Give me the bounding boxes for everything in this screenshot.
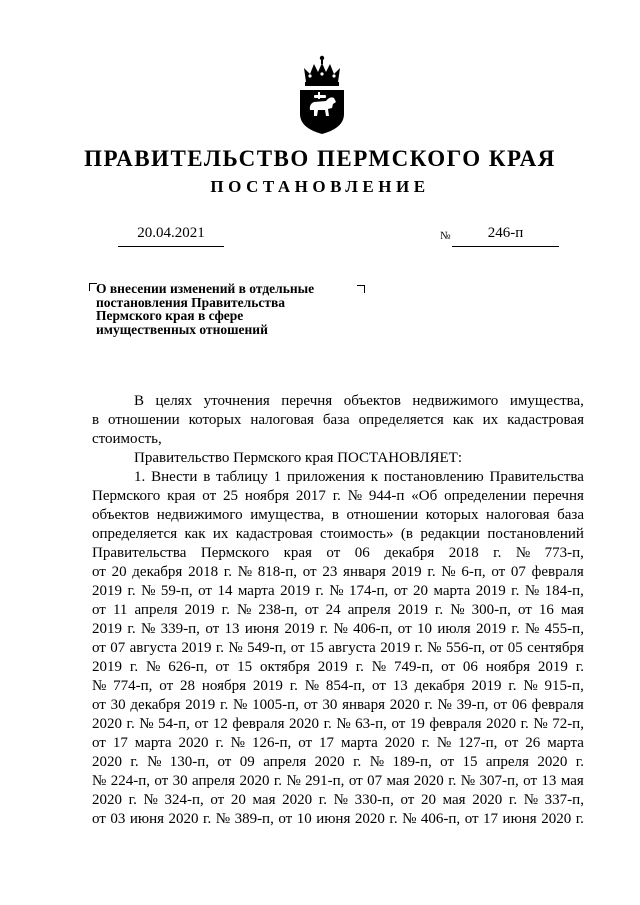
body-line: 2019 г. № 626-п, от 15 октября 2019 г. № 749-п, от 06 ноября 2019 г.	[92, 659, 584, 675]
body-line: 2020 г. № 54-п, от 12 февраля 2020 г. № 63-п, от 19 февраля 2020 г. № 72-п,	[92, 716, 584, 732]
government-title: ПРАВИТЕЛЬСТВО ПЕРМСКОГО КРАЯ	[84, 146, 556, 171]
document-subject	[96, 282, 356, 336]
body-line: № 774-п, от 28 ноября 2019 г. № 854-п, от 13 декабря 2019 г. № 915-п,	[92, 678, 584, 694]
document-number: 246-п	[452, 224, 559, 247]
body-line: Пермского края от 25 ноября 2017 г. № 944-п «Об определении перечня	[92, 488, 584, 504]
body-line: 2020 г. № 130-п, от 09 апреля 2020 г. № 189-п, от 15 апреля 2020 г.	[92, 754, 584, 770]
body-line: объектов недвижимого имущества, в отношении которых налоговая база	[92, 507, 584, 523]
body-line: 1. Внести в таблицу 1 приложения к постановлению Правительства	[134, 469, 584, 485]
subject-line: О внесении изменений в отдельные	[96, 281, 315, 296]
subject-line: имущественных отношений	[96, 321, 268, 337]
document-date: 20.04.2021	[118, 224, 224, 247]
subject-line: постановления Правительства	[96, 294, 285, 310]
body-line: от 11 апреля 2019 г. № 238-п, от 24 апреля 2019 г. № 300-п, от 16 мая	[92, 602, 584, 618]
body-line: стоимость,	[92, 431, 162, 447]
perm-krai-coat-of-arms	[292, 52, 352, 136]
body-line: от 20 декабря 2018 г. № 818-п, от 23 января 2019 г. № 6-п, от 07 февраля	[92, 564, 584, 580]
document-body	[92, 392, 584, 829]
body-line: Правительства Пермского края от 06 декабря 2018 г. № 773-п,	[92, 545, 584, 561]
body-line: в отношении которых налоговая база определяется как их кадастровая	[92, 412, 584, 428]
body-line: от 17 марта 2020 г. № 126-п, от 17 марта 2020 г. № 127-п, от 26 марта	[92, 735, 584, 751]
document-type-heading: ПОСТАНОВЛЕНИЕ	[210, 177, 430, 196]
body-line: определяется как их кадастровая стоимость» (в редакции постановлений	[92, 526, 584, 542]
body-line: № 224-п, от 30 апреля 2020 г. № 291-п, от 07 мая 2020 г. № 307-п, от 13 мая	[92, 773, 584, 789]
body-line: от 30 декабря 2019 г. № 1005-п, от 30 января 2020 г. № 39-п, от 06 февраля	[92, 697, 584, 713]
body-line: 2020 г. № 324-п, от 20 мая 2020 г. № 330-п, от 20 мая 2020 г. № 337-п,	[92, 792, 584, 808]
subject-line: Пермского края в сфере	[96, 308, 244, 323]
body-line: В целях уточнения перечня объектов недвижимого имущества,	[134, 393, 584, 409]
body-line: Правительство Пермского края ПОСТАНОВЛЯЕТ:	[134, 450, 463, 466]
body-line: 2019 г. № 339-п, от 13 июня 2019 г. № 406-п, от 10 июля 2019 г. № 455-п,	[92, 621, 584, 637]
body-line: от 07 августа 2019 г. № 549-п, от 15 августа 2019 г. № 556-п, от 05 сентября	[92, 640, 584, 656]
subject-corner-right	[357, 285, 365, 293]
body-line: 2019 г. № 59-п, от 14 марта 2019 г. № 174-п, от 20 марта 2019 г. № 184-п,	[92, 583, 584, 599]
body-line: от 03 июня 2020 г. № 389-п, от 10 июня 2020 г. № 406-п, от 17 июня 2020 г.	[92, 811, 584, 827]
number-sign: №	[440, 230, 451, 242]
